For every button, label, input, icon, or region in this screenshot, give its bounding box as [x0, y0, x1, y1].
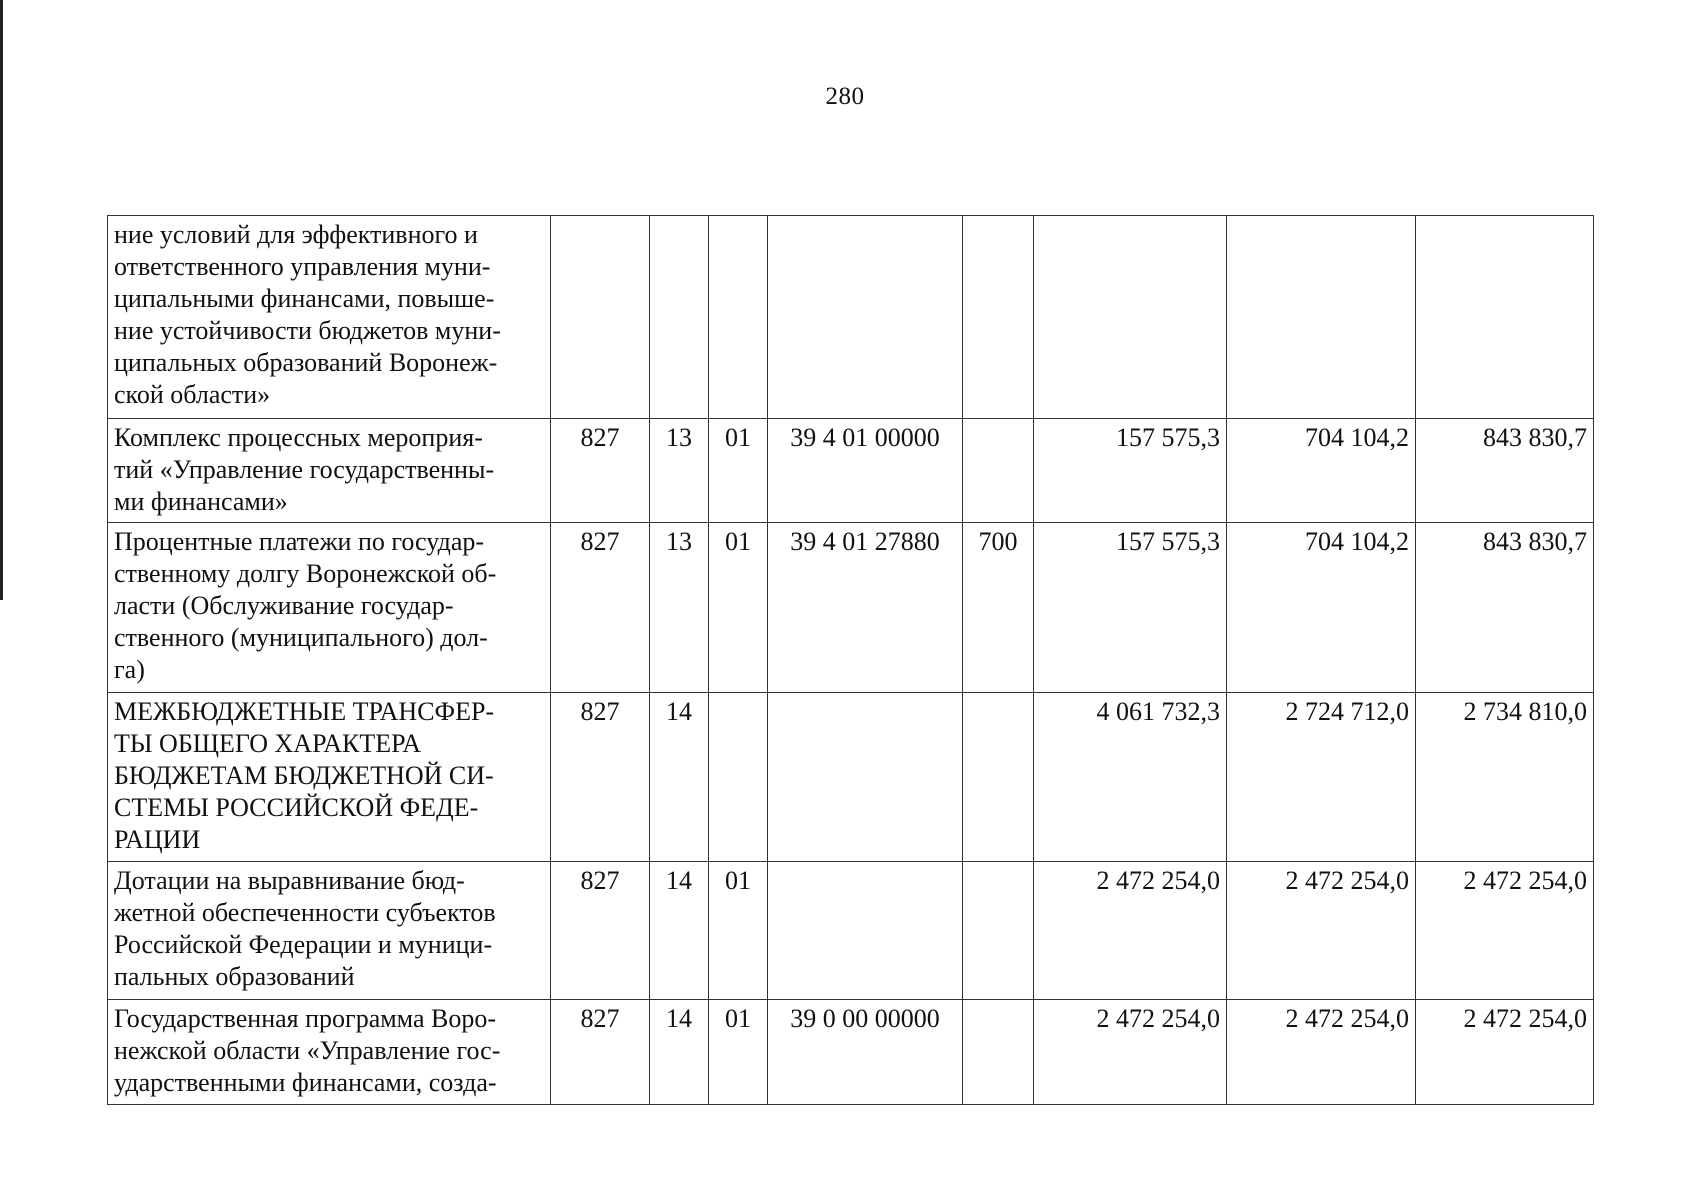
- budget-table: [107, 215, 1594, 1105]
- cell-amount-col3: 2 472 254,0: [1416, 1000, 1594, 1105]
- item-name-line: СТЕМЫ РОССИЙСКОЙ ФЕДЕ-: [114, 793, 479, 822]
- cell-grbs-code: 827: [551, 862, 650, 1000]
- item-name-line: ципальными финансами, повыше-: [114, 284, 495, 313]
- item-name-line: Комплекс процессных мероприя-: [114, 423, 483, 452]
- item-name-line: ответственного управления муни-: [114, 252, 491, 281]
- cell-grbs-code: 827: [551, 693, 650, 862]
- cell-amount-col3: 2 472 254,0: [1416, 862, 1594, 1000]
- cell-amount-col2: 704 104,2: [1227, 419, 1416, 523]
- cell-amount-col2: 2 472 254,0: [1227, 862, 1416, 1000]
- cell-grbs-code: 827: [551, 523, 650, 693]
- item-name-line: Российской Федерации и муници-: [114, 930, 493, 959]
- item-name-line: пальных образований: [114, 962, 355, 991]
- cell-subsection-code: 01: [709, 1000, 768, 1105]
- cell-section-code: 14: [650, 1000, 709, 1105]
- item-name-line: РАЦИИ: [114, 825, 201, 854]
- item-name-line: БЮДЖЕТАМ БЮДЖЕТНОЙ СИ-: [114, 761, 494, 790]
- cell-target-article: [768, 693, 963, 862]
- cell-section-code: [650, 216, 709, 419]
- item-name-line: ударственными финансами, созда-: [114, 1068, 497, 1097]
- cell-grbs-code: 827: [551, 1000, 650, 1105]
- cell-amount-col2: 2 724 712,0: [1227, 693, 1416, 862]
- cell-target-article: 39 4 01 00000: [768, 419, 963, 523]
- cell-amount-col2: [1227, 216, 1416, 419]
- cell-expense-type: 700: [963, 523, 1034, 693]
- item-name-line: Государственная программа Воро-: [114, 1004, 497, 1033]
- cell-amount-col2: 2 472 254,0: [1227, 1000, 1416, 1105]
- table-row: [108, 862, 1594, 1000]
- cell-section-code: 14: [650, 862, 709, 1000]
- cell-amount-col2: 704 104,2: [1227, 523, 1416, 693]
- cell-section-code: 14: [650, 693, 709, 862]
- cell-expense-type: [963, 862, 1034, 1000]
- item-name-line: ние условий для эффективного и: [114, 220, 478, 249]
- page-number: 280: [825, 83, 865, 110]
- cell-section-code: 13: [650, 523, 709, 693]
- cell-grbs-code: 827: [551, 419, 650, 523]
- item-name-line: ципальных образований Воронеж-: [114, 348, 498, 377]
- cell-subsection-code: 01: [709, 862, 768, 1000]
- cell-item-name: [108, 419, 551, 523]
- table-row: [108, 523, 1594, 693]
- table-row: [108, 693, 1594, 862]
- cell-target-article: 39 4 01 27880: [768, 523, 963, 693]
- cell-expense-type: [963, 216, 1034, 419]
- item-name-line: ственному долгу Воронежской об-: [114, 559, 497, 588]
- cell-amount-col3: 843 830,7: [1416, 419, 1594, 523]
- item-name-line: тий «Управление государственны-: [114, 455, 495, 484]
- cell-amount-col1: 2 472 254,0: [1034, 862, 1227, 1000]
- cell-target-article: 39 0 00 00000: [768, 1000, 963, 1105]
- item-name-line: ской области»: [114, 380, 271, 409]
- item-name-line: Процентные платежи по государ-: [114, 527, 485, 556]
- cell-subsection-code: [709, 216, 768, 419]
- cell-amount-col1: 4 061 732,3: [1034, 693, 1227, 862]
- cell-amount-col3: [1416, 216, 1594, 419]
- cell-item-name: [108, 693, 551, 862]
- cell-expense-type: [963, 693, 1034, 862]
- item-name-line: Дотации на выравнивание бюд-: [114, 866, 465, 895]
- cell-amount-col1: 2 472 254,0: [1034, 1000, 1227, 1105]
- cell-subsection-code: 01: [709, 523, 768, 693]
- table-row: [108, 1000, 1594, 1105]
- cell-subsection-code: [709, 693, 768, 862]
- cell-expense-type: [963, 1000, 1034, 1105]
- cell-amount-col1: [1034, 216, 1227, 419]
- item-name-line: нежской области «Управление гос-: [114, 1036, 501, 1065]
- cell-item-name: [108, 523, 551, 693]
- table-row: [108, 216, 1594, 419]
- item-name-line: жетной обеспеченности субъектов: [114, 898, 496, 927]
- cell-amount-col3: 843 830,7: [1416, 523, 1594, 693]
- cell-amount-col1: 157 575,3: [1034, 419, 1227, 523]
- cell-grbs-code: [551, 216, 650, 419]
- cell-expense-type: [963, 419, 1034, 523]
- item-name-line: ственного (муниципального) дол-: [114, 623, 488, 652]
- cell-section-code: 13: [650, 419, 709, 523]
- cell-subsection-code: 01: [709, 419, 768, 523]
- item-name-line: га): [114, 655, 145, 684]
- budget-table-body: [108, 216, 1594, 1105]
- cell-item-name: [108, 1000, 551, 1105]
- cell-amount-col3: 2 734 810,0: [1416, 693, 1594, 862]
- item-name-line: ласти (Обслуживание государ-: [114, 591, 454, 620]
- item-name-line: ТЫ ОБЩЕГО ХАРАКТЕРА: [114, 729, 422, 758]
- item-name-line: ми финансами»: [114, 487, 288, 516]
- table-row: [108, 419, 1594, 523]
- cell-item-name: [108, 216, 551, 419]
- item-name-line: МЕЖБЮДЖЕТНЫЕ ТРАНСФЕР-: [114, 697, 495, 726]
- cell-item-name: [108, 862, 551, 1000]
- cell-target-article: [768, 862, 963, 1000]
- cell-amount-col1: 157 575,3: [1034, 523, 1227, 693]
- item-name-line: ние устойчивости бюджетов муни-: [114, 316, 501, 345]
- cell-target-article: [768, 216, 963, 419]
